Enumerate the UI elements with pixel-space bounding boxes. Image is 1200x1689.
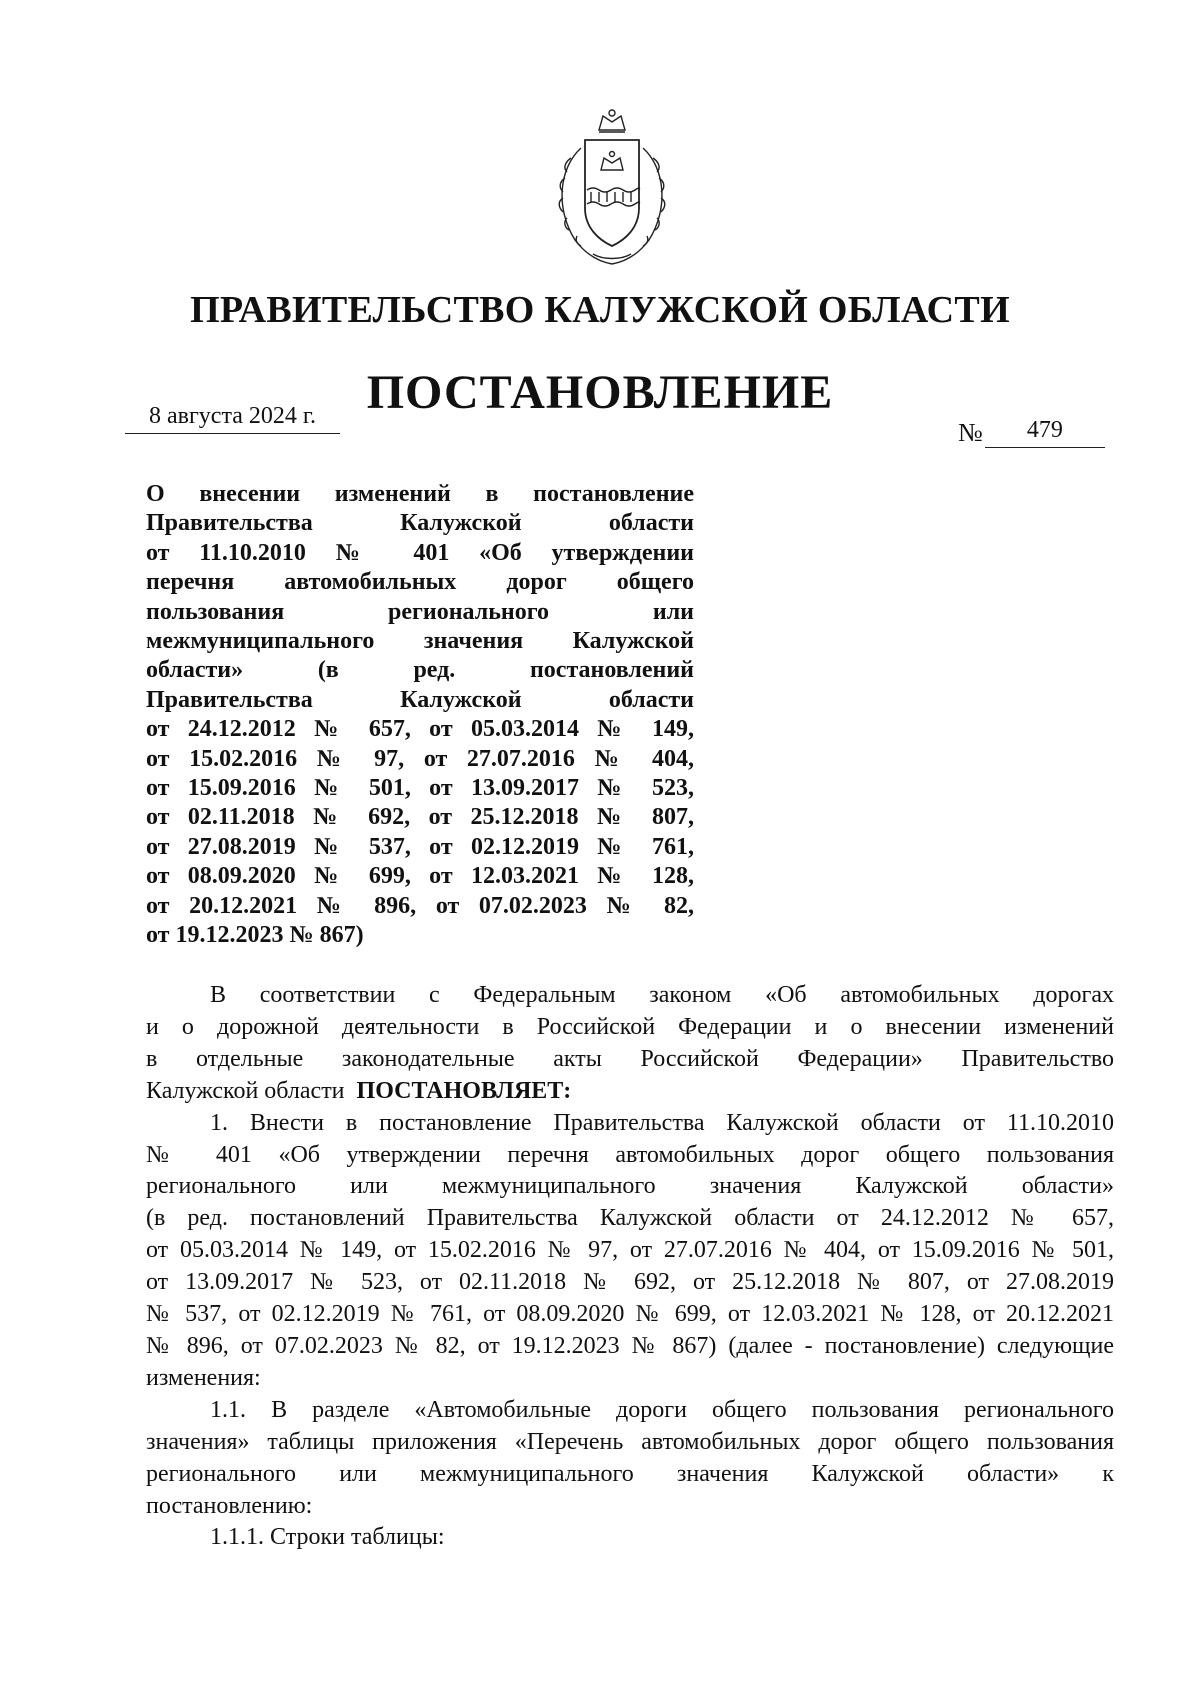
clause-1-1-line: значения» таблицы приложения «Перечень автомобильных дорог общего пользования: [146, 1428, 1114, 1455]
preamble-subject: Калужской области: [146, 1077, 345, 1104]
preamble-last-line: [146, 1076, 1114, 1108]
heading-line: от 15.02.2016 № 97, от 27.07.2016 № 404,: [146, 745, 694, 772]
clause-1-line: № 896, от 07.02.2023 № 82, от 19.12.2023 № 867) (далее - постановление) следующие: [146, 1332, 1114, 1359]
preamble-line: в отдельные законодательные акты Российской Федерации» Правительство: [146, 1045, 1114, 1072]
document-number: [958, 417, 1105, 448]
decree-word: ПОСТАНОВЛЯЕТ:: [356, 1077, 572, 1104]
clause-1-line: от 05.03.2014 № 149, от 15.02.2016 № 97, от 27.07.2016 № 404, от 15.09.2016 № 501,: [146, 1237, 1114, 1264]
clause-1-line: от 13.09.2017 № 523, от 02.11.2018 № 692, от 25.12.2018 № 807, от 27.08.2019: [146, 1269, 1114, 1296]
clause-1-line: изменения:: [146, 1364, 261, 1391]
heading-line: от 15.09.2016 № 501, от 13.09.2017 № 523,: [146, 775, 694, 802]
heading-line: пользования регионального или: [146, 598, 694, 625]
clause-1-line: № 537, от 02.12.2019 № 761, от 08.09.2020 № 699, от 12.03.2021 № 128, от 20.12.2021: [146, 1301, 1114, 1328]
heading-line: Правительства Калужской области: [146, 686, 694, 713]
clause-1-1-1-line: 1.1.1. Строки таблицы:: [210, 1524, 445, 1551]
heading-line: от 02.11.2018 № 692, от 25.12.2018 № 807,: [146, 804, 694, 831]
heading-line: межмуниципального значения Калужской: [146, 628, 694, 655]
coat-of-arms-icon: [541, 108, 683, 268]
heading-line: Правительства Калужской области: [146, 510, 694, 537]
clause-1-line: (в ред. постановлений Правительства Калужской области от 24.12.2012 № 657,: [146, 1205, 1114, 1232]
heading-line: от 24.12.2012 № 657, от 05.03.2014 № 149,: [146, 716, 694, 743]
clause-1-line: 1. Внести в постановление Правительства Калужской области от 11.10.2010: [210, 1109, 1114, 1136]
number-sign: №: [958, 418, 983, 447]
heading-line: от 20.12.2021 № 896, от 07.02.2023 № 82,: [146, 892, 694, 919]
clause-1-1-line: регионального или межмуниципального значения Калужской области» к: [146, 1460, 1114, 1487]
clause-1-1-line: постановлению:: [146, 1492, 313, 1519]
document-heading: [146, 480, 694, 951]
clause-1-1-line: 1.1. В разделе «Автомобильные дороги общего пользования регионального: [210, 1396, 1114, 1423]
heading-line: области» (в ред. постановлений: [146, 657, 694, 684]
heading-line: О внесении изменений в постановление: [146, 481, 694, 507]
organization-title: ПРАВИТЕЛЬСТВО КАЛУЖСКОЙ ОБЛАСТИ: [190, 289, 1010, 331]
document-body: [146, 980, 1114, 1554]
heading-line: от 27.08.2019 № 537, от 02.12.2019 № 761,: [146, 833, 694, 860]
document-type: ПОСТАНОВЛЕНИЕ: [366, 366, 834, 419]
heading-line: перечня автомобильных дорог общего: [146, 569, 694, 596]
clause-1-line: регионального или межмуниципального значения Калужской области»: [146, 1173, 1114, 1200]
heading-line: от 19.12.2023 № 867): [146, 922, 364, 949]
heading-line: от 11.10.2010 № 401 «Об утверждении: [146, 539, 694, 566]
document-date: 8 августа 2024 г.: [125, 403, 340, 434]
heading-line: от 08.09.2020 № 699, от 12.03.2021 № 128,: [146, 863, 694, 890]
number-value: 479: [985, 417, 1105, 448]
preamble-line: и о дорожной деятельности в Российской Федерации и о внесении изменений: [146, 1013, 1114, 1040]
preamble-line: В соответствии с Федеральным законом «Об автомобильных дорогах: [210, 982, 1114, 1008]
clause-1-line: № 401 «Об утверждении перечня автомобильных дорог общего пользования: [146, 1141, 1114, 1168]
